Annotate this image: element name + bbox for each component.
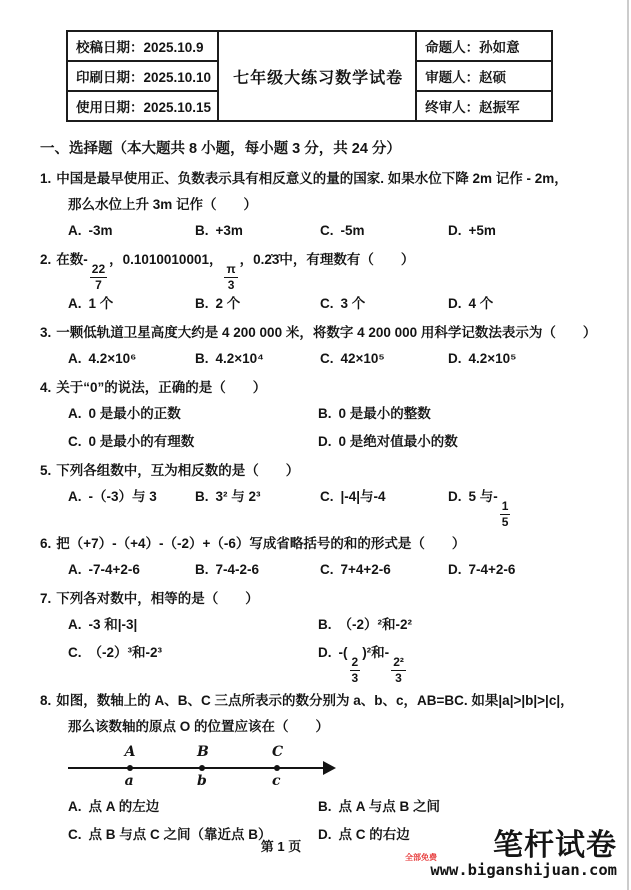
- option-label: B.: [195, 223, 209, 238]
- option-label: A.: [68, 489, 82, 505]
- option-label: A.: [68, 617, 82, 633]
- option-6A: [68, 557, 195, 583]
- option-2B: [195, 291, 320, 317]
- text-segment: 下列各对数中，相等的是（ ）: [56, 591, 259, 607]
- option-label: A.: [68, 296, 82, 312]
- text-segment: -3 和|-3|: [88, 617, 138, 633]
- option-label: C.: [320, 562, 334, 578]
- option-3A: [68, 346, 195, 372]
- option-label: A.: [68, 223, 82, 238]
- exam-body: [40, 136, 607, 851]
- option-1D: [448, 218, 607, 244]
- point-label-top: B: [197, 743, 209, 760]
- stem-line: [56, 325, 596, 340]
- stem-line: [56, 536, 465, 551]
- text-segment: 4 个: [468, 296, 494, 312]
- text-segment: -5m: [340, 223, 365, 238]
- text-segment: +5m: [468, 223, 496, 238]
- text-segment: 下列各组数中，互为相反数的是（ ）: [56, 463, 300, 479]
- stem-line: [56, 252, 415, 292]
- watermark-badge: 全部免费: [405, 853, 437, 863]
- options-grid: [40, 291, 607, 317]
- text-segment: 点 B 与点 C 之间（靠近点 B）: [88, 826, 272, 842]
- option-label: C.: [68, 826, 82, 842]
- option-label: D.: [448, 296, 462, 312]
- text-segment: 42×10⁵: [340, 351, 385, 367]
- option-label: A.: [68, 406, 82, 422]
- question-number: 4.: [40, 380, 52, 396]
- point-label-bottom: a: [124, 772, 134, 789]
- point-label-bottom: c: [272, 772, 281, 789]
- question-stem: [40, 320, 607, 346]
- text-segment: 2 个: [215, 296, 241, 312]
- print-date: 印刷日期：2025.10.10: [67, 61, 218, 91]
- axis-line: [68, 767, 324, 769]
- option-label: C.: [320, 489, 334, 505]
- text-segment: -（-3）与 3: [88, 489, 157, 505]
- question-1: [40, 166, 607, 244]
- options-grid: [40, 218, 607, 244]
- option-label: B.: [318, 798, 332, 814]
- fraction: [350, 656, 361, 684]
- option-4D: [318, 429, 607, 455]
- stem-line: [56, 693, 573, 708]
- fraction-numerator: 2²: [393, 655, 404, 670]
- question-5: [40, 458, 607, 528]
- question-stem: [40, 458, 607, 484]
- text-segment: 5 与-: [468, 489, 498, 505]
- point-dot: [127, 765, 133, 771]
- option-label: B.: [318, 406, 332, 422]
- stem-line: [40, 714, 607, 740]
- option-label: B.: [318, 617, 332, 633]
- question-2: [40, 247, 607, 317]
- option-3B: [195, 346, 320, 372]
- options-grid: [40, 484, 607, 528]
- option-5C: [320, 484, 448, 528]
- question-setter: 命题人：孙如意: [416, 31, 552, 61]
- text-segment: 7-4-2-6: [215, 562, 260, 578]
- text-segment: 4.2×10⁴: [215, 351, 264, 367]
- option-label: B.: [195, 296, 209, 312]
- text-segment: 如图，数轴上的 A、B、C 三点所表示的数分别为 a、b、c，AB=BC. 如果|a|>|b|>|c|，: [56, 692, 574, 708]
- text-segment: -(: [338, 645, 348, 661]
- point-dot: [199, 765, 205, 771]
- text-segment: 点 C 的右边: [338, 826, 410, 842]
- option-label: C.: [320, 296, 334, 312]
- option-1B: [195, 218, 320, 244]
- fraction: [391, 656, 406, 684]
- text-segment: +3m: [215, 223, 243, 238]
- text-segment: 3² 与 2³: [215, 489, 261, 505]
- question-stem: [40, 166, 607, 192]
- point-label-top: C: [272, 743, 284, 760]
- options-grid: [40, 612, 607, 684]
- option-label: D.: [448, 489, 462, 505]
- question-8: [40, 688, 607, 848]
- text-segment: 中国是最早使用正、负数表示具有相反意义的量的国家. 如果水位下降 2m 记作 - 2m，: [56, 171, 568, 186]
- reviewer: 审题人：赵硕: [416, 61, 552, 91]
- text-segment: 点 A 的左边: [88, 798, 160, 814]
- options-grid: [40, 401, 607, 455]
- option-label: A.: [68, 562, 82, 578]
- fraction: [500, 500, 511, 528]
- fraction-numerator: 22: [91, 262, 106, 276]
- options-grid: [40, 346, 607, 372]
- option-5D: [448, 484, 607, 528]
- watermark: [405, 829, 617, 879]
- question-stem: [40, 531, 607, 557]
- header-table: [66, 30, 553, 122]
- option-2A: [68, 291, 195, 317]
- question-stem: [40, 375, 607, 401]
- option-7B: [318, 612, 607, 638]
- exam-title: 七年级大练习数学试卷: [218, 31, 416, 121]
- question-stem: [40, 586, 607, 612]
- point-label-top: A: [124, 743, 136, 760]
- option-3C: [320, 346, 448, 372]
- text-segment: 0 是绝对值最小的数: [338, 434, 458, 450]
- watermark-url: www.biganshijuan.com: [430, 860, 617, 879]
- use-date: 使用日期：2025.10.15: [67, 91, 218, 121]
- option-label: A.: [68, 798, 82, 814]
- fraction-denominator: 7: [95, 277, 102, 292]
- question-7: [40, 586, 607, 684]
- axis-arrow-icon: [323, 761, 336, 775]
- question-stem: [40, 688, 607, 714]
- options-grid: [40, 557, 607, 583]
- fraction-numerator: π: [226, 262, 236, 276]
- stem-line: [56, 591, 259, 606]
- point-label-bottom: b: [197, 772, 207, 789]
- questions: [40, 166, 607, 848]
- question-number: 7.: [40, 591, 52, 607]
- watermark-title: 笔杆试卷: [493, 829, 617, 862]
- option-1A: [68, 218, 195, 244]
- text-segment: 把（+7）-（+4）-（-2）+（-6）写成省略括号的和的形式是（ ）: [56, 536, 466, 552]
- question-number: 5.: [40, 463, 52, 479]
- text-segment: 4.2×10⁵: [468, 351, 517, 367]
- section-title: 一、选择题（本大题共 8 小题，每小题 3 分，共 24 分）: [40, 141, 401, 157]
- text-segment: 那么水位上升 3m 记作（ ）: [68, 197, 258, 212]
- question-number: 3.: [40, 325, 52, 341]
- stem-line: [56, 171, 568, 186]
- text-segment: 一颗低轨道卫星高度大约是 4 200 000 米，将数字 4 200 000 用科学记数法表示为（ ）: [56, 325, 597, 341]
- fraction-denominator: 5: [501, 514, 509, 529]
- question-number: 6.: [40, 536, 52, 552]
- point-dot: [274, 765, 280, 771]
- option-2C: [320, 291, 448, 317]
- option-label: D.: [448, 562, 462, 578]
- fraction-denominator: 3: [395, 670, 402, 685]
- text-segment: |-4|与-4: [340, 489, 386, 505]
- question-4: [40, 375, 607, 455]
- fraction: [90, 263, 107, 291]
- text-segment: ，0.1010010001，: [109, 252, 223, 267]
- option-7A: [68, 612, 318, 638]
- option-4B: [318, 401, 607, 427]
- option-label: C.: [68, 434, 82, 450]
- option-label: D.: [318, 434, 332, 450]
- text-segment: 3 个: [340, 296, 366, 312]
- option-label: C.: [68, 645, 82, 661]
- option-label: B.: [195, 489, 209, 505]
- option-label: B.: [195, 351, 209, 367]
- option-5A: [68, 484, 195, 528]
- option-6C: [320, 557, 448, 583]
- option-label: C.: [320, 223, 334, 238]
- text-segment: （-2）²和-2²: [338, 617, 412, 633]
- option-label: D.: [318, 826, 332, 842]
- option-label: D.: [318, 645, 332, 661]
- stem-line: [56, 380, 266, 395]
- text-segment: 7-4+2-6: [468, 562, 516, 578]
- question-stem: [40, 247, 607, 291]
- option-7D: [318, 640, 607, 684]
- option-8A: [68, 794, 318, 820]
- option-7C: [68, 640, 318, 684]
- numberline-diagram: [68, 744, 336, 792]
- option-1C: [320, 218, 448, 244]
- option-label: A.: [68, 351, 82, 367]
- text-segment: 0 是最小的有理数: [88, 434, 195, 450]
- scan-edge: [627, 0, 629, 890]
- option-2D: [448, 291, 607, 317]
- question-3: [40, 320, 607, 372]
- question-number: 1.: [40, 171, 52, 186]
- text-segment: 在数-: [56, 252, 88, 267]
- option-label: B.: [195, 562, 209, 578]
- text-segment: 0 是最小的整数: [338, 406, 431, 422]
- text-segment: ，0.2̇3̇中，有理数有（ ）: [239, 252, 415, 267]
- option-label: D.: [448, 351, 462, 367]
- text-segment: 关于“0”的说法，正确的是（ ）: [56, 380, 267, 396]
- fraction: [224, 263, 237, 291]
- text-segment: 7+4+2-6: [340, 562, 391, 578]
- page-number: 第 1 页: [260, 839, 302, 854]
- text-segment: （-2）³和-2³: [88, 645, 162, 661]
- stem-line: [56, 463, 299, 478]
- option-6D: [448, 557, 607, 583]
- option-5B: [195, 484, 320, 528]
- option-6B: [195, 557, 320, 583]
- text-segment: 4.2×10⁶: [88, 351, 137, 367]
- proof-date: 校稿日期：2025.10.9: [67, 31, 218, 61]
- option-3D: [448, 346, 607, 372]
- final-reviewer: 终审人：赵振军: [416, 91, 552, 121]
- text-segment: 0 是最小的正数: [88, 406, 181, 422]
- question-number: 8.: [40, 692, 52, 708]
- option-label: D.: [448, 223, 462, 238]
- text-segment: -7-4+2-6: [88, 562, 140, 578]
- text-segment: -3m: [88, 223, 113, 238]
- text-segment: 点 A 与点 B 之间: [338, 798, 441, 814]
- option-4C: [68, 429, 318, 455]
- text-segment: 1 个: [88, 296, 114, 312]
- text-segment: 那么该数轴的原点 O 的位置应该在（ ）: [68, 718, 330, 734]
- option-8B: [318, 794, 607, 820]
- fraction-denominator: 3: [227, 277, 235, 292]
- question-number: 2.: [40, 252, 52, 267]
- option-4A: [68, 401, 318, 427]
- question-6: [40, 531, 607, 583]
- fraction-numerator: 1: [501, 499, 509, 514]
- option-label: C.: [320, 351, 334, 367]
- stem-line: [40, 192, 607, 218]
- fraction-numerator: 2: [351, 655, 359, 670]
- text-segment: )²和-: [362, 645, 390, 661]
- fraction-denominator: 3: [351, 670, 359, 685]
